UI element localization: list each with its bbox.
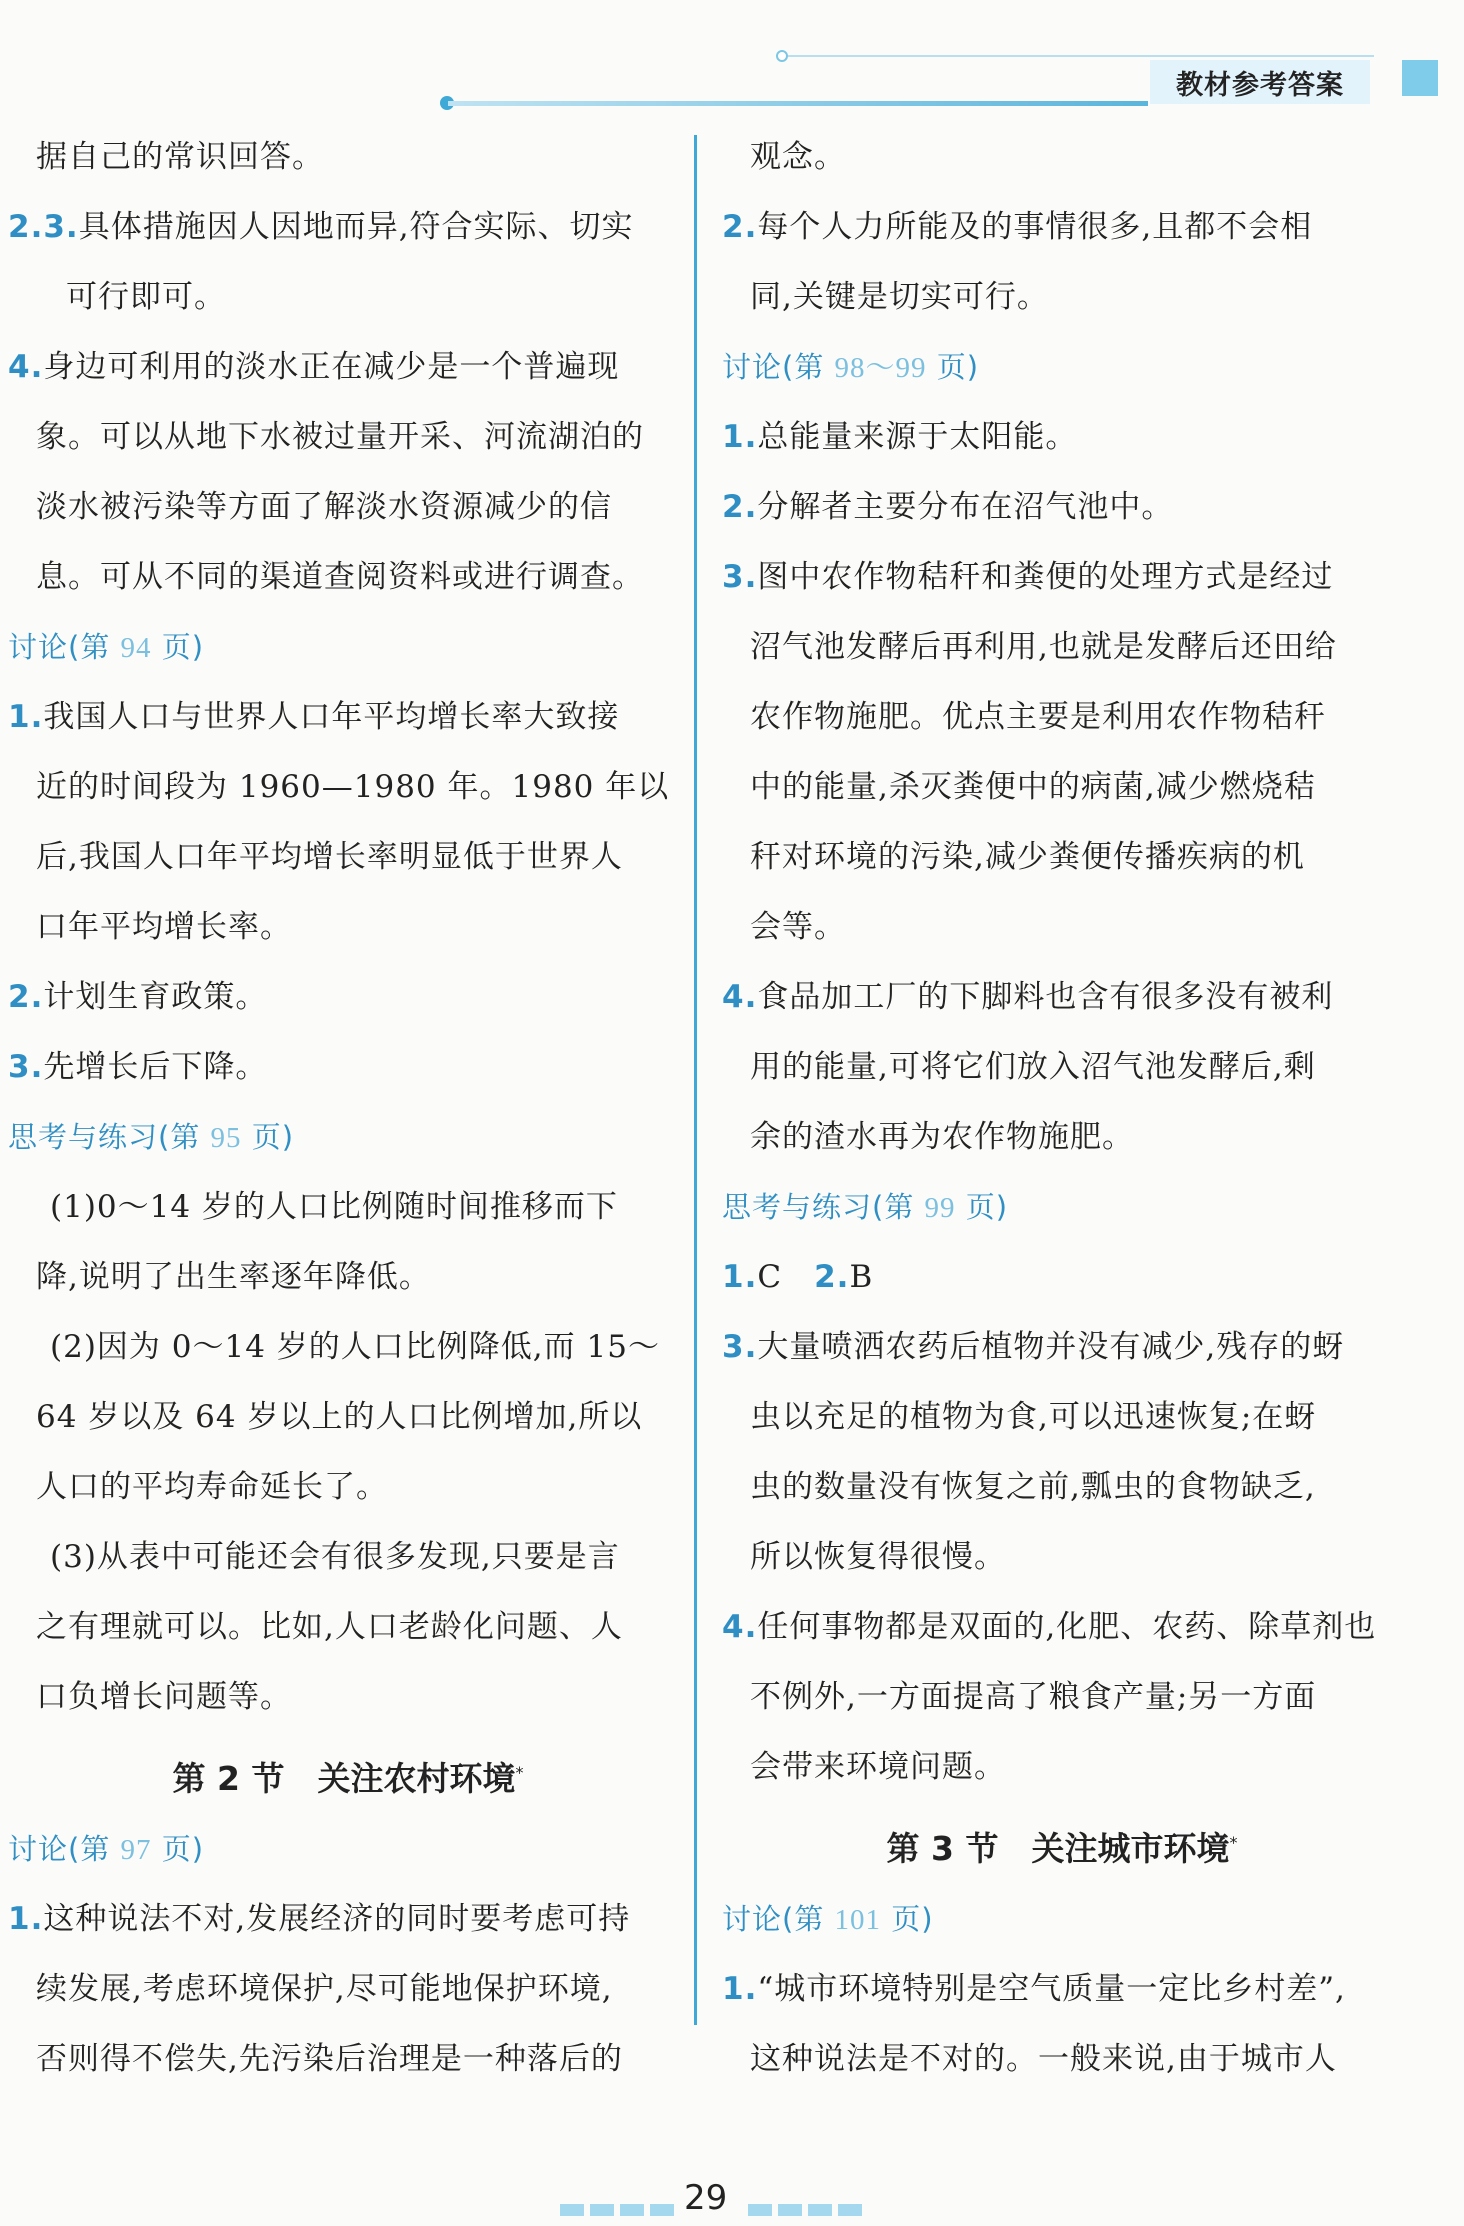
answer-text: 图中农作物秸秆和粪便的处理方式是经过 [757, 559, 1334, 595]
text-line: 农作物施肥。优点主要是利用农作物秸秆 [750, 699, 1326, 735]
answer-line [8, 332, 688, 402]
answer-text: 每个人力所能及的事情很多,且都不会相 [757, 209, 1313, 245]
answer-text: “城市环境特别是空气质量一定比乡村差”, [757, 1971, 1346, 2007]
heading-page: 101 [834, 1904, 882, 1936]
section-heading [722, 332, 1402, 402]
text-line: 淡水被污染等方面了解淡水资源减少的信 [36, 489, 612, 525]
heading-label: 讨论(第 [8, 1832, 121, 1866]
answer-line [8, 1032, 688, 1102]
answer-number: 2. [722, 209, 758, 245]
page-number: 29 [684, 2178, 728, 2218]
text-line: 同,关键是切实可行。 [750, 279, 1049, 315]
heading-page: 95 [210, 1122, 242, 1154]
heading-page: 94 [120, 632, 152, 664]
text-line: 会等。 [750, 909, 846, 945]
text-line: 这种说法是不对的。一般来说,由于城市人 [750, 2041, 1337, 2077]
answer-text: 总能量来源于太阳能。 [757, 419, 1078, 455]
text-line: 沼气池发酵后再利用,也就是发酵后还田给 [750, 629, 1337, 665]
heading-page: 99 [924, 1192, 956, 1224]
heading-label: 思考与练习(第 [722, 1190, 925, 1224]
answer-line [722, 1592, 1402, 1662]
section-heading [722, 1172, 1402, 1242]
answer-line [722, 542, 1402, 612]
answer-line [722, 402, 1402, 472]
header-top-dot [776, 50, 788, 62]
text-line: 会带来环境问题。 [750, 1749, 1006, 1785]
header-rule [448, 101, 1148, 106]
text-line: 可行即可。 [66, 279, 226, 315]
text-line: 口年平均增长率。 [36, 909, 292, 945]
answer-line [8, 962, 688, 1032]
heading-suffix: 页) [241, 1120, 295, 1154]
answer-line [8, 192, 688, 262]
answer-line [722, 1242, 1402, 1312]
text-line: 中的能量,杀灭粪便中的病菌,减少燃烧秸 [750, 769, 1316, 805]
text-line: 象。可以从地下水被过量开采、河流湖泊的 [36, 419, 644, 455]
section-title-text: 第 3 节 关注城市环境 [886, 1829, 1230, 1868]
section-title [8, 1732, 688, 1814]
answer-line [722, 192, 1402, 262]
answer-text: C [757, 1259, 815, 1295]
text-line: 息。可从不同的渠道查阅资料或进行调查。 [36, 559, 644, 595]
text-line: 否则得不偿失,先污染后治理是一种落后的 [36, 2041, 623, 2077]
section-heading [8, 1814, 688, 1884]
text-line: 近的时间段为 1960—1980 年。1980 年以 [36, 769, 670, 805]
heading-suffix: 页) [926, 350, 980, 384]
answer-number: 1. [8, 699, 44, 735]
answer-text: 分解者主要分布在沼气池中。 [757, 489, 1174, 525]
text-line: 降,说明了出生率逐年降低。 [36, 1259, 431, 1295]
section-title-text: 第 2 节 关注农村环境 [172, 1759, 516, 1798]
answer-text: B [849, 1259, 874, 1295]
text-line: 人口的平均寿命延长了。 [36, 1469, 388, 1505]
answer-number: 3. [722, 559, 758, 595]
answer-number: 2. [814, 1259, 850, 1295]
text-line: 续发展,考虑环境保护,尽可能地保护环境, [36, 1971, 613, 2007]
section-title [722, 1802, 1402, 1884]
section-star: * [1229, 1833, 1238, 1852]
section-star: * [515, 1763, 524, 1782]
answer-text: 先增长后下降。 [43, 1049, 268, 1085]
answer-text: 食品加工厂的下脚料也含有很多没有被利 [757, 979, 1334, 1015]
answer-number: 4. [722, 1609, 758, 1645]
heading-page: 98～99 [834, 352, 927, 384]
answer-text: 具体措施因人因地而异,符合实际、切实 [78, 209, 634, 245]
heading-page: 97 [120, 1834, 152, 1866]
text-line: 秆对环境的污染,减少粪便传播疾病的机 [750, 839, 1305, 875]
heading-label: 讨论(第 [8, 630, 121, 664]
text-line: (2)因为 0～14 岁的人口比例降低,而 15～ [50, 1329, 660, 1365]
heading-suffix: 页) [881, 1902, 934, 1936]
footer-bars-left [560, 2204, 680, 2216]
answer-number: 1. [722, 1259, 758, 1295]
text-line: 不例外,一方面提高了粮食产量;另一方面 [750, 1679, 1317, 1715]
text-line: 所以恢复得很慢。 [750, 1539, 1006, 1575]
header-banner [1150, 60, 1370, 104]
text-line: 之有理就可以。比如,人口老龄化问题、人 [36, 1609, 623, 1645]
text-line: 口负增长问题等。 [36, 1679, 292, 1715]
text-line: 虫以充足的植物为食,可以迅速恢复;在蚜 [750, 1399, 1317, 1435]
right-column [722, 122, 1402, 2094]
answer-number: 2.3. [8, 209, 79, 245]
text-line: (1)0～14 岁的人口比例随时间推移而下 [50, 1189, 618, 1225]
heading-label: 讨论(第 [722, 350, 835, 384]
section-heading [8, 1102, 688, 1172]
answer-number: 1. [722, 419, 758, 455]
header-top-rule [784, 55, 1374, 57]
text-line: 据自己的常识回答。 [36, 139, 324, 175]
column-divider [694, 135, 697, 2025]
answer-number: 3. [722, 1329, 758, 1365]
answer-text: 我国人口与世界人口年平均增长率大致接 [43, 699, 620, 735]
text-line: 用的能量,可将它们放入沼气池发酵后,剩 [750, 1049, 1316, 1085]
heading-suffix: 页) [151, 630, 205, 664]
text-line: 余的渣水再为农作物施肥。 [750, 1119, 1134, 1155]
answer-number: 1. [722, 1971, 758, 2007]
text-line: 后,我国人口年平均增长率明显低于世界人 [36, 839, 623, 875]
answer-line [722, 1954, 1402, 2024]
answer-line [722, 962, 1402, 1032]
answer-line [722, 472, 1402, 542]
answer-text: 任何事物都是双面的,化肥、农药、除草剂也 [757, 1609, 1377, 1645]
answer-text: 身边可利用的淡水正在减少是一个普遍现 [43, 349, 620, 385]
heading-suffix: 页) [955, 1190, 1009, 1224]
answer-text: 这种说法不对,发展经济的同时要考虑可持 [43, 1901, 631, 1937]
section-heading [722, 1884, 1402, 1954]
answer-number: 2. [8, 979, 44, 1015]
header-square [1402, 60, 1438, 96]
header-title: 教材参考答案 [1176, 69, 1344, 101]
heading-label: 思考与练习(第 [8, 1120, 211, 1154]
answer-number: 4. [722, 979, 758, 1015]
answer-number: 4. [8, 349, 44, 385]
answer-number: 3. [8, 1049, 44, 1085]
text-line: 虫的数量没有恢复之前,瓢虫的食物缺乏, [750, 1469, 1316, 1505]
answer-text: 计划生育政策。 [43, 979, 268, 1015]
heading-suffix: 页) [151, 1832, 205, 1866]
heading-label: 讨论(第 [722, 1902, 835, 1936]
text-line: 观念。 [750, 139, 846, 175]
answer-line [8, 682, 688, 752]
section-heading [8, 612, 688, 682]
answer-number: 2. [722, 489, 758, 525]
left-column [8, 122, 688, 2094]
answer-number: 1. [8, 1901, 44, 1937]
page-footer [0, 2178, 1464, 2226]
text-line: (3)从表中可能还会有很多发现,只要是言 [50, 1539, 620, 1575]
answer-line [8, 1884, 688, 1954]
footer-bars-right [748, 2204, 868, 2216]
text-line: 64 岁以及 64 岁以上的人口比例增加,所以 [36, 1399, 643, 1435]
answer-text: 大量喷洒农药后植物并没有减少,残存的蚜 [757, 1329, 1345, 1365]
answer-line [722, 1312, 1402, 1382]
